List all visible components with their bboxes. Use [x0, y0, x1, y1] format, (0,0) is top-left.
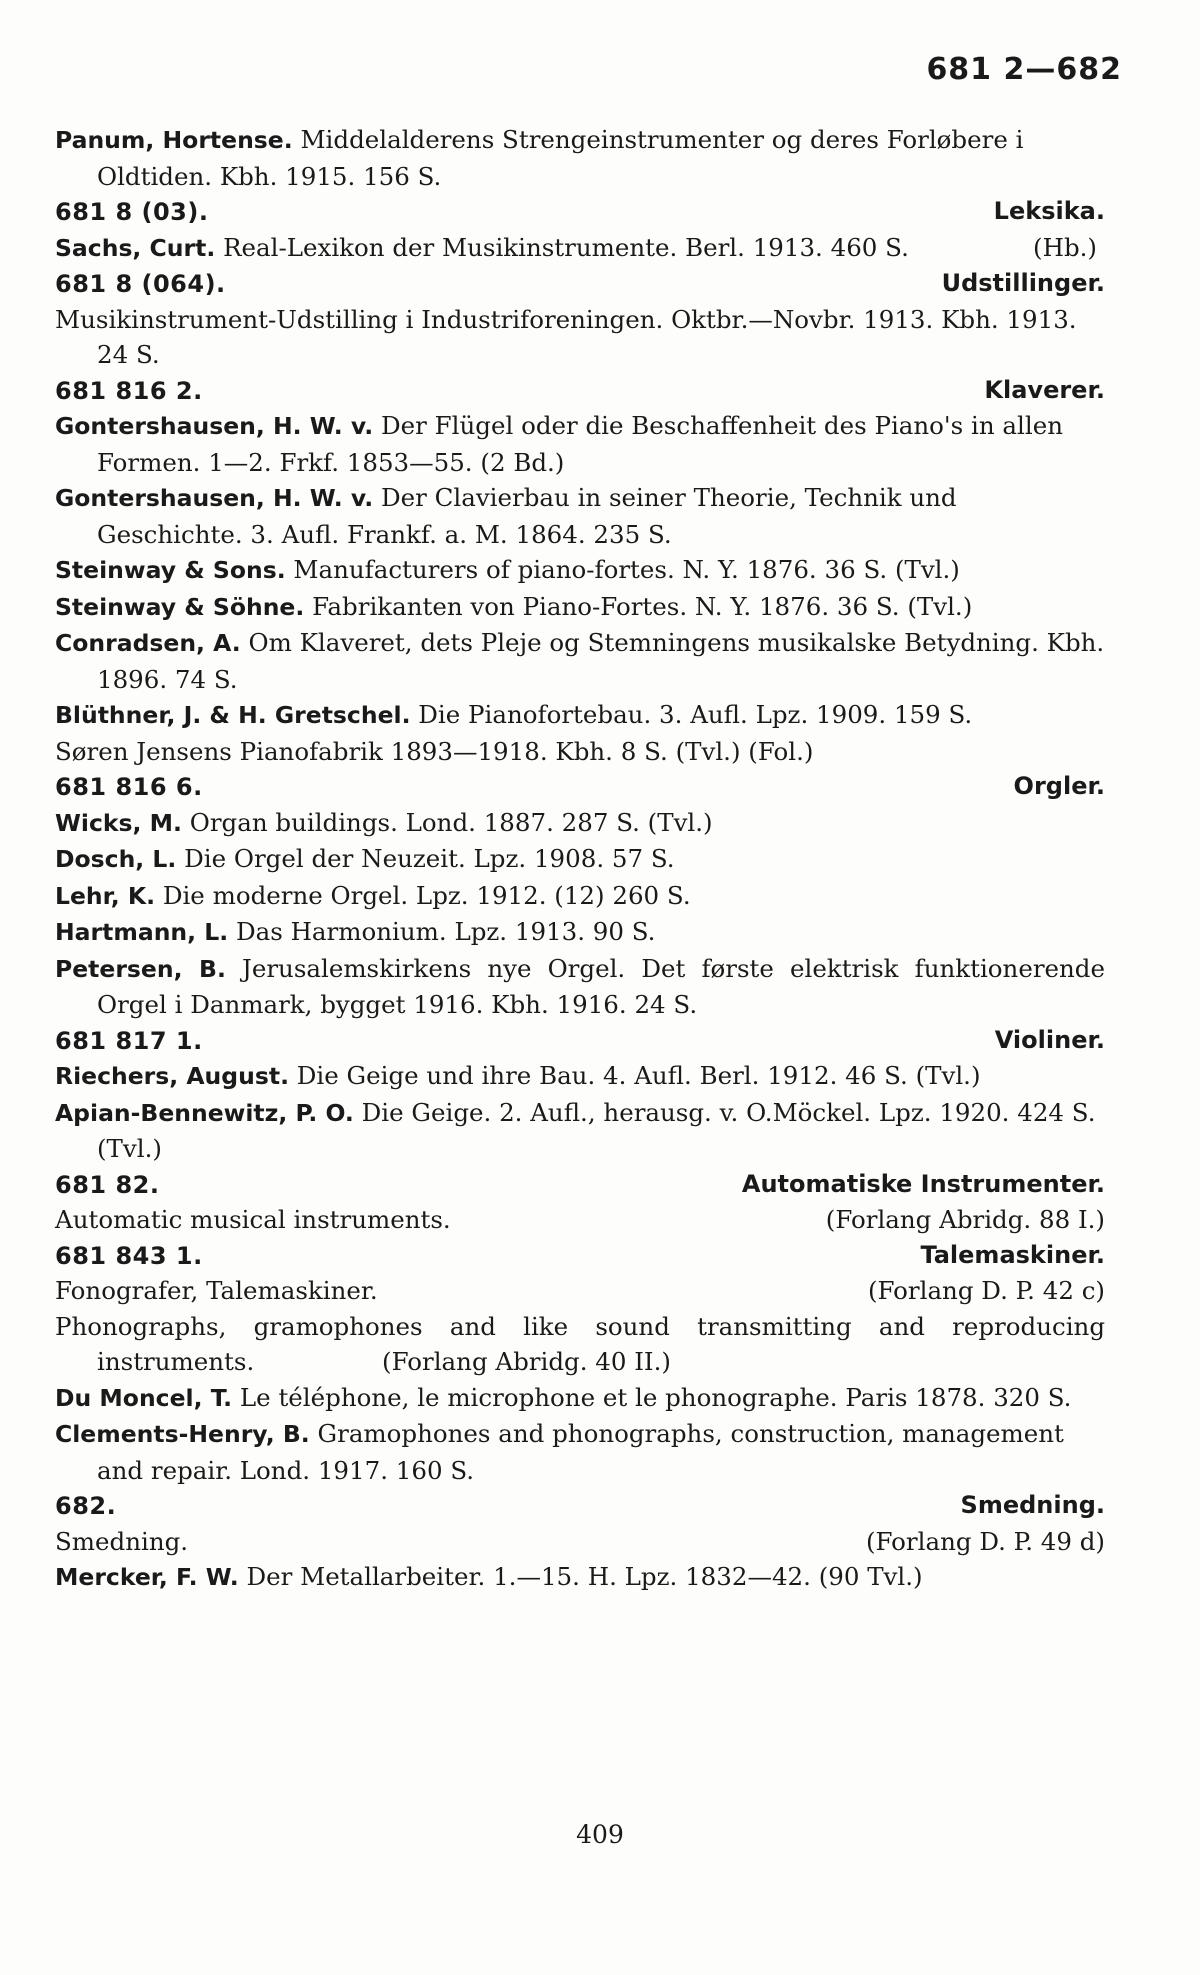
list-item — [55, 734, 1105, 770]
class-number: 681 82. — [55, 1170, 160, 1199]
entry-author: Gontershausen, H. W. v. — [55, 412, 374, 440]
list-item — [55, 1380, 1105, 1417]
list-item — [55, 302, 1105, 373]
entry-text: Organ buildings. Lond. 1887. 287 S. (Tvl.) — [181, 807, 713, 837]
entry-text: Der Clavierbau in seiner Theorie, Technik und Geschichte. 3. Aufl. Frankf. a. M. 1864. 235 S. — [97, 483, 957, 549]
entry-author: Blüthner, J. & H. Gretschel. — [55, 701, 411, 729]
list-item — [55, 122, 1105, 194]
entry-text: Fabrikanten von Piano-Fortes. N. Y. 1876. 36 S. (Tvl.) — [304, 591, 973, 621]
page-number: 409 — [576, 1820, 624, 1849]
list-item — [55, 697, 1105, 734]
list-item — [55, 1273, 1105, 1309]
list-item — [55, 1095, 1105, 1167]
entry-text: Musikinstrument-Udstilling i Industriforeningen. Oktbr.—Novbr. 1913. Kbh. 1913. 24 S. — [55, 304, 1077, 369]
entry-author: Apian-Bennewitz, P. O. — [55, 1098, 354, 1127]
entry-text: Die moderne Orgel. Lpz. 1912. (12) 260 S. — [155, 880, 691, 910]
list-item — [55, 805, 1105, 842]
entry-author: Steinway & Söhne. — [55, 592, 305, 621]
class-number: 682. — [55, 1492, 117, 1520]
list-item — [55, 625, 1105, 697]
list-item — [55, 1524, 1105, 1560]
class-number: 681 8 (03). — [55, 198, 209, 226]
class-label: Leksika. — [993, 197, 1105, 225]
entry-text: Fonografer, Talemaskiner. — [55, 1276, 378, 1305]
entry-annotation: (Forlang Abridg. 88 I.) — [825, 1205, 1105, 1234]
entry-text: Om Klaveret, dets Pleje og Stemningens musikalske Betydning. Kbh. 1896. 74 S. — [97, 628, 1105, 694]
entry-author: Dosch, L. — [55, 845, 177, 873]
class-number: 681 817 1. — [55, 1026, 203, 1055]
entry-author: Gontershausen, H. W. v. — [55, 484, 374, 512]
entry-text: Der Flügel oder die Beschaffenheit des Piano's in allen Formen. 1—2. Frkf. 1853—55. (2 Bd.) — [97, 411, 1063, 477]
entry-text: Gramophones and phonographs, construction, management and repair. Lond. 1917. 160 S. — [97, 1419, 1064, 1485]
entry-text: Das Harmonium. Lpz. 1913. 90 S. — [228, 917, 656, 946]
entry-author: Clements-Henry, B. — [55, 1420, 310, 1448]
list-item — [55, 589, 1105, 626]
class-label: Automatiske Instrumenter. — [741, 1169, 1105, 1198]
entry-author: Riechers, August. — [55, 1062, 289, 1090]
list-item — [55, 1058, 1105, 1095]
list-item — [55, 408, 1105, 480]
entry-text: Real-Lexikon der Musikinstrumente. Berl. 1913. 460 S. — [215, 232, 909, 262]
list-item — [55, 841, 1105, 878]
class-number: 681 8 (064). — [55, 270, 226, 298]
entry-text: Jerusalemskirkens nye Orgel. Det første elektrisk funktionerende Orgel i Danmark, bygget 1916. Kbh. 1916. 24 S. — [97, 953, 1105, 1019]
list-item — [55, 951, 1105, 1023]
entry-author: Panum, Hortense. — [55, 126, 293, 154]
class-heading — [55, 1167, 1105, 1203]
entry-annotation: (Forlang D. P. 49 d) — [865, 1526, 1105, 1556]
running-head: 681 2—682 — [926, 52, 1122, 87]
class-label: Violiner. — [994, 1025, 1105, 1054]
list-item — [55, 914, 1105, 951]
list-item — [55, 230, 1105, 267]
class-heading — [55, 1238, 1105, 1274]
class-number: 681 816 2. — [55, 376, 203, 405]
entry-text: Le téléphone, le microphone et le phonographe. Paris 1878. 320 S. — [232, 1382, 1072, 1412]
entry-text: Smedning. — [55, 1526, 189, 1556]
entry-text: Die Orgel der Neuzeit. Lpz. 1908. 57 S. — [176, 844, 675, 873]
entry-author: Du Moncel, T. — [55, 1383, 233, 1412]
entry-author: Lehr, K. — [55, 881, 156, 910]
entry-author: Sachs, Curt. — [55, 233, 216, 262]
class-label: Talemaskiner. — [920, 1240, 1105, 1269]
entry-annotation: (Hb.) — [1033, 232, 1097, 262]
list-item — [55, 1309, 1105, 1380]
class-number: 681 816 6. — [55, 773, 203, 801]
class-heading — [55, 769, 1105, 805]
list-item — [55, 1416, 1105, 1488]
class-heading — [55, 1488, 1105, 1524]
list-item — [55, 878, 1105, 915]
entry-text: Die Geige. 2. Aufl., herausg. v. O.Möckel. Lpz. 1920. 424 S. (Tvl.) — [97, 1097, 1096, 1163]
entry-text: Middelalderens Strengeinstrumenter og deres Forløbere i Oldtiden. Kbh. 1915. 156 S. — [97, 125, 1024, 191]
list-item — [55, 552, 1105, 589]
entry-author: Conradsen, A. — [55, 629, 241, 657]
class-label: Orgler. — [1013, 772, 1105, 800]
entry-author: Petersen, B. — [55, 954, 226, 983]
entry-text: Manufacturers of piano-fortes. N. Y. 1876. 36 S. (Tvl.) — [285, 555, 960, 584]
entry-annotation: (Forlang Abridg. 40 II.) — [382, 1347, 671, 1376]
entry-text: Søren Jensens Pianofabrik 1893—1918. Kbh. 8 S. (Tvl.) (Fol.) — [55, 736, 814, 766]
list-item — [55, 480, 1105, 552]
class-heading — [55, 373, 1105, 409]
list-item — [55, 1559, 1105, 1596]
entry-text: Automatic musical instruments. — [55, 1205, 451, 1234]
entry-text: Die Geige und ihre Bau. 4. Aufl. Berl. 1912. 46 S. (Tvl.) — [289, 1061, 981, 1090]
entry-author: Hartmann, L. — [55, 918, 229, 946]
entry-author: Wicks, M. — [55, 808, 182, 837]
class-label: Udstillinger. — [941, 269, 1105, 297]
entry-author: Steinway & Sons. — [55, 556, 286, 584]
class-heading — [55, 194, 1105, 230]
entry-text: Phonographs, gramophones and like sound transmitting and reproducing instruments. — [55, 1311, 1105, 1376]
entry-text: Der Metallarbeiter. 1.—15. H. Lpz. 1832—42. (90 Tvl.) — [238, 1562, 923, 1591]
class-heading — [55, 1023, 1105, 1059]
entry-author: Mercker, F. W. — [55, 1563, 239, 1591]
class-label: Smedning. — [960, 1491, 1105, 1519]
bibliography-list — [55, 122, 1105, 1596]
class-number: 681 843 1. — [55, 1241, 203, 1270]
entry-text: Die Pianofortebau. 3. Aufl. Lpz. 1909. 159 S. — [410, 700, 973, 729]
class-label: Klaverer. — [984, 375, 1105, 404]
class-heading — [55, 266, 1105, 302]
list-item — [55, 1202, 1105, 1238]
entry-annotation: (Forlang D. P. 42 c) — [867, 1276, 1105, 1305]
